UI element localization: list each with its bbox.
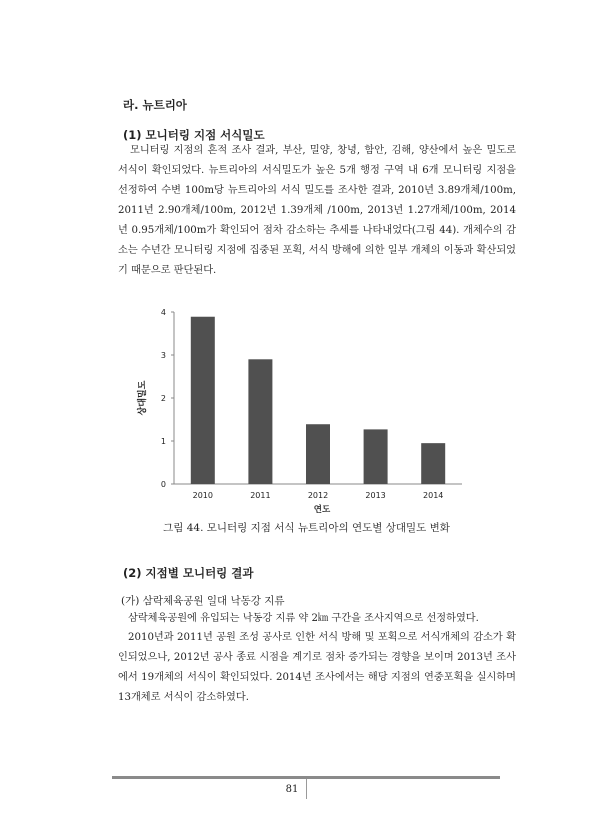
y-tick-label: 4 xyxy=(160,308,166,317)
site-subheading: (가) 삼락체육공원 일대 낙동강 지류 xyxy=(121,595,285,607)
x-tick-label-2013: 2013 xyxy=(365,491,386,500)
page-number: 81 xyxy=(285,784,299,795)
bar-2011 xyxy=(248,359,272,484)
y-tick-label: 0 xyxy=(160,480,166,489)
section-heading: 라. 뉴트리아 xyxy=(123,98,187,112)
figure-caption: 그림 44. 모니터링 지점 서식 뉴트리아의 연도별 상대밀도 변화 xyxy=(163,522,450,534)
plot-area xyxy=(161,308,462,500)
bar-2012 xyxy=(306,424,330,484)
x-tick-label-2010: 2010 xyxy=(192,491,213,500)
x-tick-label-2012: 2012 xyxy=(307,491,329,500)
bar-2014 xyxy=(421,443,445,484)
y-tick-label: 3 xyxy=(160,351,166,360)
x-tick-label-2011: 2011 xyxy=(250,491,271,500)
density-bar-chart xyxy=(130,302,470,517)
subsection-heading-sites: (2) 지점별 모니터링 결과 xyxy=(123,566,254,580)
subsection-heading-density: (1) 모니터링 지점 서식밀도 xyxy=(123,128,265,142)
y-tick-label: 1 xyxy=(160,437,166,446)
x-tick-label-2014: 2014 xyxy=(423,491,444,500)
bar-2010 xyxy=(191,317,215,484)
site-paragraph-1: 삼락체육공원에 유입되는 낙동강 지류 약 2㎞ 구간을 조사지역으로 선정하였다. xyxy=(128,613,479,624)
chart-y-axis-label: 상대밀도 xyxy=(138,380,148,416)
density-paragraph: 모니터링 지점의 흔적 조사 결과, 부산, 밀양, 창녕, 함안, 김해, 양산에서 높은 밀도로 서식이 확인되었다. 뉴트리아의 서식밀도가 높은 5개 행정 구역 내 6개 모니터링 지점을 선정하여 수변 100m당 뉴트리아의 서식 밀도를 조사한 결과, 2010년 3.89개체/100m, 2011년 2.90개체/100m, 2012년 1.39개체 /100m, 2013년 1.27개체/100m, 2014년 0.95개체/100m가 확인되어 점차 감소하는 추세를 나타내었다(그림 44). 개체수의 감소는 수년간 모니터링 지점에 집중된 포획, 서식 방해에 의한 일부 개체의 이동과 확산되었기 때문으로 판단된다. xyxy=(118,145,516,276)
chart-x-axis-label: 연도 xyxy=(313,505,331,515)
bar-2013 xyxy=(364,429,388,484)
footer-divider xyxy=(306,779,307,799)
y-tick-label: 2 xyxy=(160,394,166,403)
site-paragraph-2: 2010년과 2011년 공원 조성 공사로 인한 서식 방해 및 포획으로 서식개체의 감소가 확인되었으나, 2012년 공사 종료 시점을 계기로 점차 증가되는 경향을 보이며 2013년 조사에서 19개체의 서식이 확인되었다. 2014년 조사에서는 해당 지점의 연중포획을 실시하며 13개체로 서식이 감소하였다. xyxy=(118,632,516,703)
